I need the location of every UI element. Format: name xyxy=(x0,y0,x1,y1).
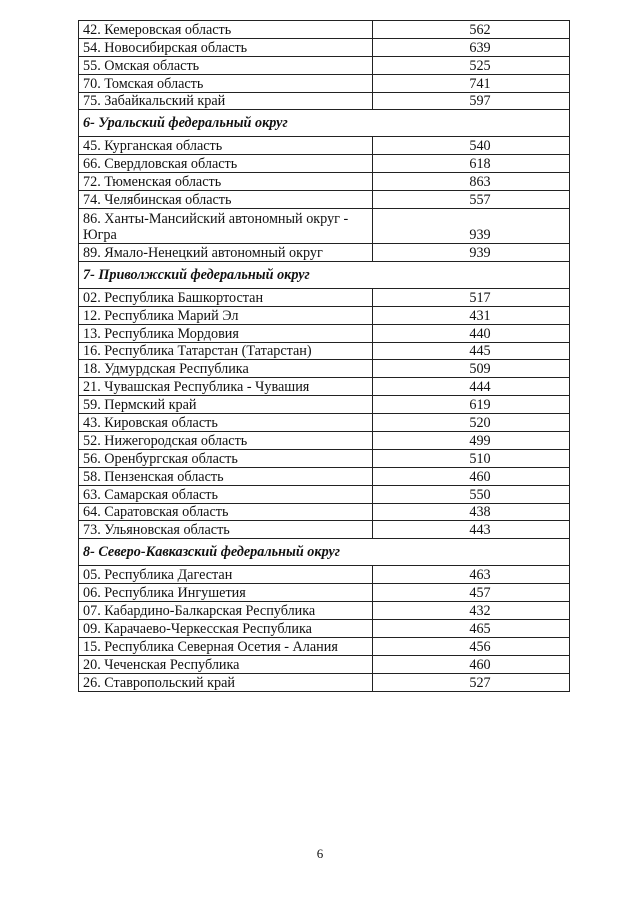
region-name-cell: 54. Новосибирская область xyxy=(79,38,373,56)
table-row xyxy=(79,673,570,691)
region-value: 444 xyxy=(469,379,491,396)
regions-table-body xyxy=(79,21,570,692)
table-row xyxy=(79,449,570,467)
region-name-cell: 09. Карачаево-Черкесская Республика xyxy=(79,620,373,638)
table-row xyxy=(79,378,570,396)
region-name-cell: 89. Ямало-Ненецкий автономный округ xyxy=(79,244,373,262)
table-row xyxy=(79,74,570,92)
region-name-cell: 02. Республика Башкортостан xyxy=(79,288,373,306)
table-row xyxy=(79,288,570,306)
region-value-cell xyxy=(373,467,570,485)
table-row xyxy=(79,485,570,503)
region-value: 550 xyxy=(469,486,491,503)
table-row xyxy=(79,21,570,39)
region-value: 939 xyxy=(469,227,491,244)
table-row xyxy=(79,620,570,638)
region-value: 457 xyxy=(469,585,491,602)
region-value: 440 xyxy=(469,325,491,342)
region-name-cell: 55. Омская область xyxy=(79,56,373,74)
table-row xyxy=(79,92,570,110)
region-value: 863 xyxy=(469,174,491,191)
region-value-cell xyxy=(373,655,570,673)
table-row xyxy=(79,432,570,450)
region-name-cell: 42. Кемеровская область xyxy=(79,21,373,39)
region-value: 939 xyxy=(469,244,491,261)
region-value-cell xyxy=(373,637,570,655)
region-value: 540 xyxy=(469,138,491,155)
region-value-cell xyxy=(373,324,570,342)
section-title: 6- Уральский федеральный округ xyxy=(79,110,570,137)
region-value: 445 xyxy=(469,343,491,360)
region-value-cell xyxy=(373,602,570,620)
region-name-cell: 52. Нижегородская область xyxy=(79,432,373,450)
region-name-cell: 56. Оренбургская область xyxy=(79,449,373,467)
region-value-cell xyxy=(373,38,570,56)
region-name-cell: 72. Тюменская область xyxy=(79,173,373,191)
region-value: 463 xyxy=(469,567,491,584)
region-value: 438 xyxy=(469,504,491,521)
region-value: 460 xyxy=(469,468,491,485)
section-header-row xyxy=(79,539,570,566)
region-value: 618 xyxy=(469,156,491,173)
region-name-cell: 15. Республика Северная Осетия - Алания xyxy=(79,637,373,655)
region-value: 557 xyxy=(469,192,491,209)
region-value: 443 xyxy=(469,522,491,539)
region-name-cell: 18. Удмурдская Республика xyxy=(79,360,373,378)
region-value: 510 xyxy=(469,450,491,467)
table-row xyxy=(79,137,570,155)
region-name-cell: 07. Кабардино-Балкарская Республика xyxy=(79,602,373,620)
region-value: 517 xyxy=(469,289,491,306)
region-value: 509 xyxy=(469,361,491,378)
table-row xyxy=(79,209,570,244)
region-value-cell xyxy=(373,173,570,191)
table-row xyxy=(79,173,570,191)
region-name-cell: 13. Республика Мордовия xyxy=(79,324,373,342)
region-value-cell xyxy=(373,414,570,432)
page-number: 6 xyxy=(316,846,324,861)
region-value-cell xyxy=(373,378,570,396)
region-name-cell: 58. Пензенская область xyxy=(79,467,373,485)
section-title: 8- Северо-Кавказский федеральный округ xyxy=(79,539,570,566)
region-value-cell xyxy=(373,306,570,324)
region-name-cell: 26. Ставропольский край xyxy=(79,673,373,691)
region-value-cell xyxy=(373,673,570,691)
region-value-cell xyxy=(373,244,570,262)
region-name-cell: 64. Саратовская область xyxy=(79,503,373,521)
table-row xyxy=(79,637,570,655)
table-row xyxy=(79,360,570,378)
region-name-cell: 86. Ханты-Мансийский автономный округ - Югра xyxy=(79,209,373,244)
region-value-cell xyxy=(373,485,570,503)
region-value: 456 xyxy=(469,638,491,655)
table-row xyxy=(79,655,570,673)
region-value-cell xyxy=(373,155,570,173)
region-name-cell: 12. Республика Марий Эл xyxy=(79,306,373,324)
table-row xyxy=(79,467,570,485)
region-value: 525 xyxy=(469,57,491,74)
table-row xyxy=(79,602,570,620)
region-value-cell xyxy=(373,191,570,209)
region-name-cell: 45. Курганская область xyxy=(79,137,373,155)
region-name-cell: 16. Республика Татарстан (Татарстан) xyxy=(79,342,373,360)
region-name-cell: 43. Кировская область xyxy=(79,414,373,432)
table-row xyxy=(79,191,570,209)
region-value: 619 xyxy=(469,397,491,414)
region-value-cell xyxy=(373,449,570,467)
table-row xyxy=(79,503,570,521)
region-value: 431 xyxy=(469,307,491,324)
region-value-cell xyxy=(373,137,570,155)
table-row xyxy=(79,584,570,602)
region-value-cell xyxy=(373,92,570,110)
region-name-cell: 70. Томская область xyxy=(79,74,373,92)
table-row xyxy=(79,306,570,324)
region-value: 499 xyxy=(469,432,491,449)
region-value: 527 xyxy=(469,674,491,691)
table-row xyxy=(79,244,570,262)
region-value: 741 xyxy=(469,75,491,92)
region-value-cell xyxy=(373,21,570,39)
region-name-cell: 66. Свердловская область xyxy=(79,155,373,173)
table-row xyxy=(79,324,570,342)
region-value-cell xyxy=(373,432,570,450)
table-row xyxy=(79,155,570,173)
table-row xyxy=(79,521,570,539)
region-value-cell xyxy=(373,288,570,306)
region-value-cell xyxy=(373,503,570,521)
section-header-row xyxy=(79,110,570,137)
region-name-cell: 74. Челябинская область xyxy=(79,191,373,209)
table-row xyxy=(79,38,570,56)
region-name-cell: 20. Чеченская Республика xyxy=(79,655,373,673)
region-name-cell: 06. Республика Ингушетия xyxy=(79,584,373,602)
region-value-cell xyxy=(373,342,570,360)
region-value: 597 xyxy=(469,93,491,110)
regions-table xyxy=(78,20,570,692)
region-value: 432 xyxy=(469,603,491,620)
region-value: 520 xyxy=(469,415,491,432)
region-name-cell: 73. Ульяновская область xyxy=(79,521,373,539)
table-row xyxy=(79,342,570,360)
region-value-cell xyxy=(373,396,570,414)
region-value: 562 xyxy=(469,21,491,38)
region-value-cell xyxy=(373,360,570,378)
region-name-cell: 05. Республика Дагестан xyxy=(79,566,373,584)
table-row xyxy=(79,566,570,584)
region-name-cell: 59. Пермский край xyxy=(79,396,373,414)
region-value-cell xyxy=(373,56,570,74)
region-value-cell xyxy=(373,209,570,244)
region-value: 465 xyxy=(469,620,491,637)
region-value: 460 xyxy=(469,656,491,673)
region-value-cell xyxy=(373,521,570,539)
region-name-cell: 63. Самарская область xyxy=(79,485,373,503)
region-value-cell xyxy=(373,584,570,602)
table-row xyxy=(79,414,570,432)
table-row xyxy=(79,56,570,74)
region-value: 639 xyxy=(469,39,491,56)
section-header-row xyxy=(79,261,570,288)
table-row xyxy=(79,396,570,414)
section-title: 7- Приволжский федеральный округ xyxy=(79,261,570,288)
region-value-cell xyxy=(373,620,570,638)
region-value-cell xyxy=(373,74,570,92)
region-name-cell: 75. Забайкальский край xyxy=(79,92,373,110)
region-value-cell xyxy=(373,566,570,584)
region-name-cell: 21. Чувашская Республика - Чувашия xyxy=(79,378,373,396)
